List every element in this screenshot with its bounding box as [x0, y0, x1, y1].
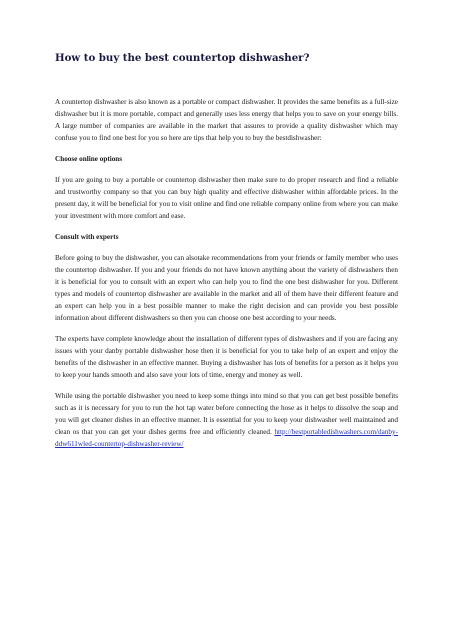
section-experts-paragraph-3-text: While using the portable dishwasher you need to keep some things into mind so that you can get best possible benefits such as it is necessary for you to run the hot tap water before connecting the hose as it helps to dissolve the soap and you will get cleaner dishes in an effective manner. It is essential for you to keep your dishwasher well maintained and clean os that you can get your dishes germs free and efficiently cleaned.: [55, 392, 398, 436]
review-link[interactable]: http://bestportabledishwashers.com/danby-ddw611wled-countertop-dishwasher-review/: [55, 428, 399, 448]
document-title: How to buy the best countertop dishwasher?: [55, 52, 310, 64]
section-heading-experts: Consult with experts: [55, 233, 119, 241]
section-experts-paragraph-3: [55, 390, 398, 450]
intro-paragraph: A countertop dishwasher is also known as a portable or compact dishwasher. It provides the same benefits as a full-size dishwasher but it is more portable, compact and generally uses less energy that helps you to save on your energy bills. A large number of companies are available in the market that assures to provide a quality dishwasher which may confuse you to find one best for you so here are tips that help you to buy the bestdishwasher:: [55, 98, 398, 142]
section-experts-paragraph-1: Before going to buy the dishwasher, you can alsotake recommendations from your friends or family member who uses the countertop dishwasher. If you and your friends do not have known anything about the variety of dishwashers then it is beneficial for you to consult with an expert who can help you to find the one best dishwasher for you. Different types and models of countertop dishwasher are available in the market and all of them have their different feature and an expert can help you in a best possible manner to make the right decision and can provide you best possible information about different dishwashers so then you can choose one best according to your needs.: [55, 254, 398, 322]
section-experts-paragraph-2: The experts have complete knowledge about the installation of different types of dishwashers and if you are facing any issues with your danby portable dishwasher hose then it is beneficial for you to take help of an expert and enjoy the benefits of the dishwasher in an effective manner. Buying a dishwasher has lots of benefits for a person as it helps you to keep your hands smooth and also save your lots of time, energy and money as well.: [55, 335, 398, 379]
section-heading-online: Choose online options: [55, 155, 123, 163]
section-online-paragraph: If you are going to buy a portable or countertop dishwasher then make sure to do proper research and find a reliable and trustworthy company so that you can buy high quality and effective dishwasher within affordable prices. In the present day, it will be beneficial for you to visit online and find one reliable company online from where you can make your investment with more comfort and ease.: [55, 176, 398, 220]
